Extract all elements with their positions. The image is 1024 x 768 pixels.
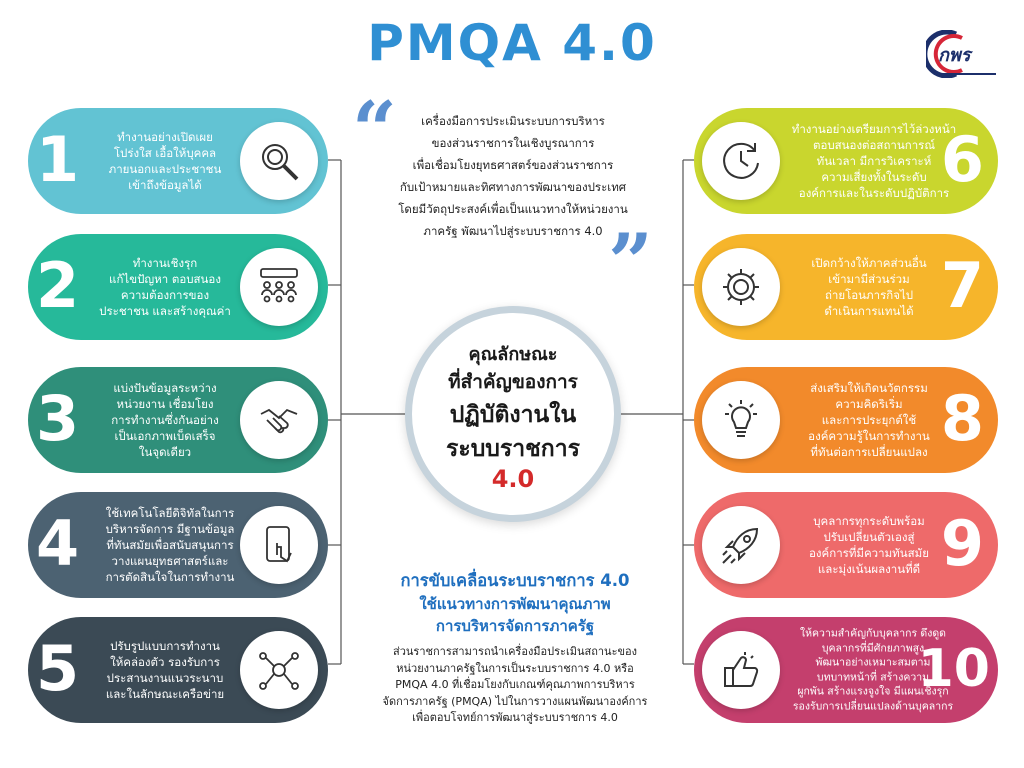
body-paragraph — [352, 644, 678, 727]
card-line: ความเสี่ยงทั้งในระดับ — [821, 170, 927, 184]
search-icon — [257, 139, 301, 183]
body-line: เพื่อตอบโจทย์การพัฒนาสู่ระบบราชการ 4.0 — [412, 711, 618, 724]
card-line: ผูกพัน สร้างแรงจูงใจ มีแผนเชิงรุก — [797, 685, 949, 698]
icon-badge — [240, 631, 318, 709]
card-line: ให้คล่องตัว รองรับการ — [110, 655, 220, 669]
card-text — [784, 380, 954, 460]
card-line: ทันเวลา มีการวิเคราะห์ — [816, 154, 932, 168]
icon-badge — [240, 122, 318, 200]
card-number: 8 — [940, 382, 984, 455]
card-line: ถ่ายโอนภารกิจไป — [824, 288, 914, 302]
card-text — [90, 255, 240, 319]
card-number: 6 — [940, 123, 984, 196]
card-text — [90, 505, 250, 585]
subheading-line-1: การขับเคลื่อนระบบราชการ 4.0 — [400, 571, 630, 590]
card-line: ที่ทันต่อการเปลี่ยนแปลง — [810, 445, 928, 459]
card-line: ทำงานอย่างเตรียมการไว้ล่วงหน้า — [791, 122, 957, 136]
quote-line: กับเป้าหมายและทิศทางการพัฒนาของประเทศ — [399, 180, 627, 194]
touch-icon — [257, 523, 301, 567]
card-line: บุคลากรที่มีศักยภาพสูง — [821, 642, 925, 654]
icon-badge — [240, 381, 318, 459]
icon-badge — [702, 248, 780, 326]
card-line: ที่ทันสมัยเพื่อสนับสนุนการ — [106, 538, 234, 552]
card-line: องค์การที่มีความทันสมัย — [809, 546, 929, 560]
rocket-icon — [719, 523, 763, 567]
card-line: รองรับการเปลี่ยนแปลงด้านบุคลากร — [792, 700, 954, 712]
card-number: 9 — [940, 507, 984, 580]
card-5 — [28, 617, 328, 723]
card-number: 5 — [36, 632, 80, 705]
card-line: ประสานงานแนวระนาบ — [106, 671, 224, 685]
logo-text: กพร — [938, 45, 971, 66]
icon-badge — [702, 506, 780, 584]
card-line: ความคิดริเริ่ม — [835, 397, 903, 411]
card-line: และการประยุกต์ใช้ — [821, 413, 917, 427]
card-line: ดำเนินการแทนได้ — [824, 304, 914, 318]
gear-icon — [719, 265, 763, 309]
card-6 — [694, 108, 998, 214]
body-line: จัดการภาครัฐ (PMQA) ไปในการวางแผนพัฒนาองค์การ — [382, 694, 648, 708]
card-number: 4 — [36, 507, 80, 580]
handshake-icon — [257, 398, 301, 442]
card-line: หน่วยงาน เชื่อมโยง — [116, 397, 214, 411]
quote-line: ภาครัฐ พัฒนาไปสู่ระบบราชการ 4.0 — [423, 224, 603, 238]
quote-line: ของส่วนราชการในเชิงบูรณาการ — [431, 136, 595, 150]
card-line: การตัดสินใจในการทำงาน — [105, 570, 235, 584]
center-circle — [405, 306, 621, 522]
center-line-5: 4.0 — [491, 465, 535, 493]
card-line: ภายนอกและประชาชน — [108, 162, 222, 176]
card-text — [784, 513, 954, 577]
card-text — [90, 129, 240, 193]
card-line: เปิดกว้างให้ภาคส่วนอื่น — [811, 256, 927, 270]
card-text — [90, 638, 240, 702]
card-line: บริหารจัดการ มีฐานข้อมูล — [105, 522, 235, 536]
thumbs-up-icon — [719, 648, 763, 692]
card-line: และในลักษณะเครือข่าย — [105, 687, 225, 701]
center-line-4: ระบบราชการ — [446, 436, 580, 462]
quote-line: เครื่องมือการประเมินระบบการบริหาร — [421, 114, 605, 128]
card-line: บุคลากรทุกระดับพร้อม — [813, 514, 925, 528]
icon-badge — [240, 506, 318, 584]
subheading-line-2: ใช้แนวทางการพัฒนาคุณภาพ — [419, 595, 611, 613]
card-text — [784, 255, 954, 319]
card-line: ให้ความสำคัญกับบุคลากร ดึงดูด — [799, 627, 947, 640]
body-line: หน่วยงานภาครัฐในการเป็นระบบราชการ 4.0 หรือ — [396, 661, 634, 675]
card-line: ความต้องการของ — [120, 288, 210, 302]
card-line: โปร่งใส เอื้อให้บุคคล — [113, 146, 217, 160]
lightbulb-icon — [719, 398, 763, 442]
card-8 — [694, 367, 998, 473]
quote-line: โดยมีวัตถุประสงค์เพื่อเป็นแนวทางให้หน่วยงาน — [398, 202, 628, 216]
card-line: องค์การและในระดับปฏิบัติการ — [798, 186, 950, 200]
center-line-2: ที่สำคัญของการ — [448, 371, 578, 393]
card-1 — [28, 108, 328, 214]
card-line: ตอบสนองต่อสถานการณ์ — [812, 138, 936, 152]
card-line: บทบาทหน้าที่ สร้างความ — [816, 671, 930, 683]
card-number: 1 — [36, 123, 80, 196]
card-line: ส่งเสริมให้เกิดนวัตกรรม — [810, 381, 928, 395]
card-line: ใช้เทคโนโลยีดิจิทัลในการ — [105, 506, 235, 520]
card-line: ปรับรูปแบบการทำงาน — [110, 639, 220, 653]
card-line: การทำงานซึ่งกันอย่าง — [111, 413, 219, 427]
close-quote-icon: ” — [608, 217, 653, 308]
center-line-1: คุณลักษณะ — [468, 344, 558, 365]
card-number: 3 — [36, 382, 80, 455]
card-number: 7 — [940, 249, 984, 322]
card-line: ปรับเปลี่ยนตัวเองสู่ — [823, 530, 915, 544]
card-line: แก้ไขปัญหา ตอบสนอง — [109, 272, 221, 286]
card-line: พัฒนาอย่างเหมาะสมตาม — [815, 656, 931, 669]
body-line: ส่วนราชการสามารถนำเครื่องมือประเมินสถานะของ — [393, 645, 637, 658]
card-line: วางแผนยุทธศาสตร์และ — [111, 554, 229, 568]
card-9 — [694, 492, 998, 598]
intro-quote — [378, 110, 648, 242]
icon-badge — [702, 122, 780, 200]
card-4 — [28, 492, 328, 598]
page-title: PMQA 4.0 — [367, 14, 657, 72]
card-line: เข้ามามีส่วนร่วม — [828, 272, 910, 286]
quote-line: เพื่อเชื่อมโยงยุทธศาสตร์ของส่วนราชการ — [412, 158, 614, 172]
card-number: 2 — [36, 249, 80, 322]
network-icon — [257, 648, 301, 692]
card-3 — [28, 367, 328, 473]
card-line: ทำงานเชิงรุก — [132, 256, 198, 270]
icon-badge — [702, 631, 780, 709]
card-line: ในจุดเดียว — [138, 445, 192, 459]
center-line-3: ปฏิบัติงานใน — [449, 402, 577, 428]
card-7 — [694, 234, 998, 340]
card-line: ทำงานอย่างเปิดเผย — [117, 130, 213, 144]
open-quote-icon: “ — [352, 85, 397, 176]
card-number: 10 — [917, 639, 990, 699]
subheading-line-3: การบริหารจัดการภาครัฐ — [435, 617, 595, 635]
card-line: แบ่งปันข้อมูลระหว่าง — [113, 381, 217, 395]
card-text — [784, 121, 964, 201]
card-10 — [694, 617, 998, 723]
body-line: PMQA 4.0 ที่เชื่อมโยงกับเกณฑ์คุณภาพการบริหาร — [395, 678, 635, 691]
card-line: องค์ความรู้ในการทำงาน — [808, 429, 930, 443]
card-line: ประชาชน และสร้างคุณค่า — [99, 304, 231, 318]
team-icon — [257, 265, 301, 309]
card-text — [90, 380, 240, 460]
icon-badge — [240, 248, 318, 326]
card-line: เป็นเอกภาพเบ็ดเสร็จ — [114, 429, 216, 443]
card-line: เข้าถึงข้อมูลได้ — [128, 178, 202, 192]
card-line: และมุ่งเน้นผลงานที่ดี — [817, 562, 921, 576]
icon-badge — [702, 381, 780, 459]
clock-icon — [719, 139, 763, 183]
card-2 — [28, 234, 328, 340]
